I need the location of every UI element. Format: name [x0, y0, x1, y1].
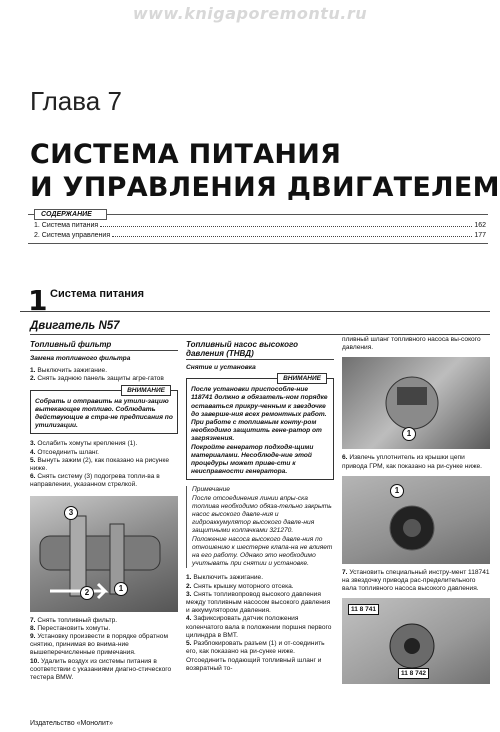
warning-label: ВНИМАНИЕ [277, 373, 327, 384]
toc-item-page: 162 [474, 222, 486, 229]
callout-3: 3 [64, 506, 78, 520]
warning-label: ВНИМАНИЕ [121, 385, 171, 396]
step: 2. Снять крышку моторного отсека. [186, 582, 294, 590]
seal-illustration [342, 476, 490, 564]
step: 8. Перестановить хомуты. [30, 624, 111, 632]
toc-item[interactable] [34, 222, 486, 229]
note-text: Положение насоса высокого давле-ния по отношению к шестерне клапа-на не влияет на его работу. Однако это необходимо учитывать при снятии и установке. [192, 535, 333, 568]
seal-photo [342, 476, 490, 564]
step: 7. Снять топливный фильтр. [30, 616, 118, 624]
chapter-label: Глава 7 [30, 86, 122, 116]
step: 1. Выключить зажигание. [186, 574, 264, 582]
step: 3. Ослабить хомуты крепления (1). [30, 440, 138, 448]
right-column [342, 336, 490, 684]
note-box [186, 486, 334, 568]
tool-label: 11 8 741 [348, 604, 379, 615]
middle-column [186, 340, 334, 673]
toc-heading: СОДЕРЖАНИЕ [34, 209, 107, 220]
warning-text: Покройте генератор подходя-щими материалами. Несоблюде-ние этой процедуры может приве-сти к неисправности генератора. [191, 443, 314, 476]
chapter-title-line-2: И УПРАВЛЕНИЯ ДВИГАТЕЛЕМ [30, 172, 500, 203]
publisher-footer: Издательство «Монолит» [30, 720, 114, 727]
warning-text: После установки приспособле-ние 118741 должно в обязатель-ном порядке оставаться прикру-ченным к звездочке до заверше-ния всех ремонтных работ. [191, 386, 328, 418]
table-of-contents [28, 211, 488, 244]
callout-1: 1 [402, 427, 416, 441]
callout-2: 2 [80, 586, 94, 600]
connector-photo [342, 357, 490, 449]
step: 4. Зафиксировать датчик положения коленчатого вала в положении поршня первого цилиндра в ВМТ. [186, 615, 332, 639]
step: 1. Выключить зажигание. [30, 367, 108, 375]
step: 5. Вынуть зажим (2), как показано на рисунке ниже. [30, 456, 170, 473]
step: 9. Установку произвести в порядке обратном снятию, принимая во внима-ние вышеперечисленные примечания. [30, 633, 168, 657]
step: 2. Снять заднюю панель защиты агре-гатов [30, 375, 164, 383]
left-column [30, 340, 178, 682]
warning-box [30, 386, 178, 435]
hpfp-heading: Топливный насос высокого давления (ТНВД) [186, 340, 334, 360]
warning-text: Собрать и отправить на утили-зацию вытекающее топливо. Соблюдать действующие в стра-не предписания по утилизации. [35, 397, 173, 430]
note-text: После отсоединения линии впры-ска топлива необходимо обяза-тельно закрыть насос высокого давле-ния и гидроаккумулятор высокого давле-ния защитными колпачками 321270. [192, 494, 332, 535]
step: 6. Извлечь уплотнитель из крышки цепи привода ГРМ, как показано на ри-сунке ниже. [342, 454, 482, 470]
step: 5. Разблокировать разъем (1) и от-соединить его, как показано на ри-сунке ниже. Отсоединить подающий топливный шланг и возвратный то- [186, 640, 325, 672]
step: 6. Снять систему (3) подогрева топли-ва в направлении, указанном стрелкой. [30, 473, 160, 489]
chapter-title [30, 138, 500, 204]
toc-item-page: 177 [474, 232, 486, 239]
section-title: Система питания [50, 288, 145, 300]
step: 10. Удалить воздух из системы питания в соответствии с указаниями диагно-стического тестера BMW. [30, 657, 172, 682]
toc-item-title: Система питания [41, 222, 99, 229]
fuel-filter-illustration [30, 496, 178, 612]
step: 7. Установить специальный инстру-мент 118741 на звездочку привода рас-пределительного вала топливного насоса высокого давления. [342, 568, 490, 593]
step: 4. Отсоединить шланг. [30, 448, 99, 456]
continued-text: пливный шланг топливного насоса вы-сокого давления. [342, 336, 481, 352]
toc-leader-dots [112, 232, 472, 237]
watermark: www.knigaporemontu.ru [132, 4, 368, 23]
callout-1: 1 [114, 582, 128, 596]
step: 3. Снять топливопровод высокого давления между топливным насосом высокого давления и аккумулятором давления. [186, 590, 331, 615]
warning-text: При работе с топливным конту-ром необходимо защитить гене-ратор от загрязнения. [191, 419, 322, 443]
hpfp-subheading: Снятие и установка [186, 364, 256, 371]
note-title: Примечание [192, 486, 230, 494]
toc-item-number: 1. [34, 222, 40, 229]
fuel-filter-subheading: Замена топливного фильтра [30, 355, 131, 362]
connector-illustration [342, 357, 490, 449]
chapter-title-line-1: СИСТЕМА ПИТАНИЯ [30, 139, 342, 170]
toc-leader-dots [100, 222, 472, 227]
tool-photo [342, 598, 490, 684]
engine-heading: Двигатель N57 [30, 320, 490, 335]
toc-item[interactable] [34, 232, 486, 239]
toc-item-number: 2. [34, 232, 40, 239]
warning-box [186, 375, 334, 480]
toc-item-title: Система управления [41, 232, 111, 239]
callout-1: 1 [390, 484, 404, 498]
tool-label: 11 8 742 [398, 668, 429, 679]
section-header [20, 284, 490, 317]
fuel-filter-heading: Топливный фильтр [30, 340, 178, 351]
section-number: 1 [28, 284, 48, 317]
fuel-filter-photo [30, 496, 178, 612]
